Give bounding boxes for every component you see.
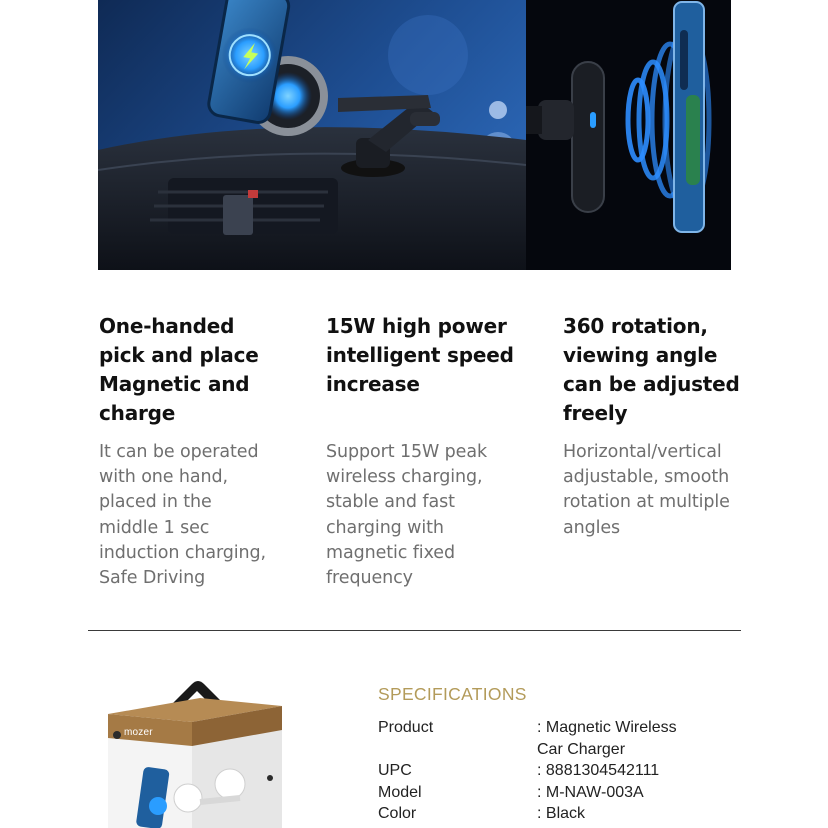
spec-value: : Black xyxy=(537,805,586,822)
spec-key: UPC xyxy=(378,762,412,779)
feature-360-rotation xyxy=(563,312,788,541)
spec-value: : M-NAW-003A xyxy=(537,784,644,801)
section-divider xyxy=(88,630,741,631)
spec-row-model xyxy=(378,782,778,804)
feature-description: Horizontal/vertical adjustable, smooth rotation at multiple angles xyxy=(563,442,730,538)
feature-title: 15W high power intelligent speed increase xyxy=(326,314,514,396)
spec-row-color xyxy=(378,803,778,825)
product-box-image xyxy=(100,676,300,828)
hero-product-image xyxy=(98,0,731,270)
spec-value: : Magnetic Wireless Car Charger xyxy=(537,719,677,758)
spec-row-product xyxy=(378,717,778,761)
spec-value: : 8881304542111 xyxy=(537,762,660,779)
feature-one-handed xyxy=(99,312,299,591)
box-brand-logo: mozer xyxy=(124,727,153,738)
product-box-illustration xyxy=(100,676,300,828)
feature-description: Support 15W peak wireless charging, stable and fast charging with magnetic fixed frequency xyxy=(326,442,488,589)
feature-15w-power xyxy=(326,312,541,591)
spec-key: Product xyxy=(378,719,434,736)
feature-description: It can be operated with one hand, placed in the middle 1 sec induction charging, Safe Driving xyxy=(99,442,267,589)
feature-title: 360 rotation, viewing angle can be adjusted freely xyxy=(563,314,740,425)
specifications-heading: SPECIFICATIONS xyxy=(378,684,527,704)
hero-illustration xyxy=(98,0,731,270)
spec-key: Color xyxy=(378,805,417,822)
spec-row-upc xyxy=(378,760,778,782)
spec-key: Model xyxy=(378,784,422,801)
feature-title: One-handed pick and place Magnetic and charge xyxy=(99,314,259,425)
